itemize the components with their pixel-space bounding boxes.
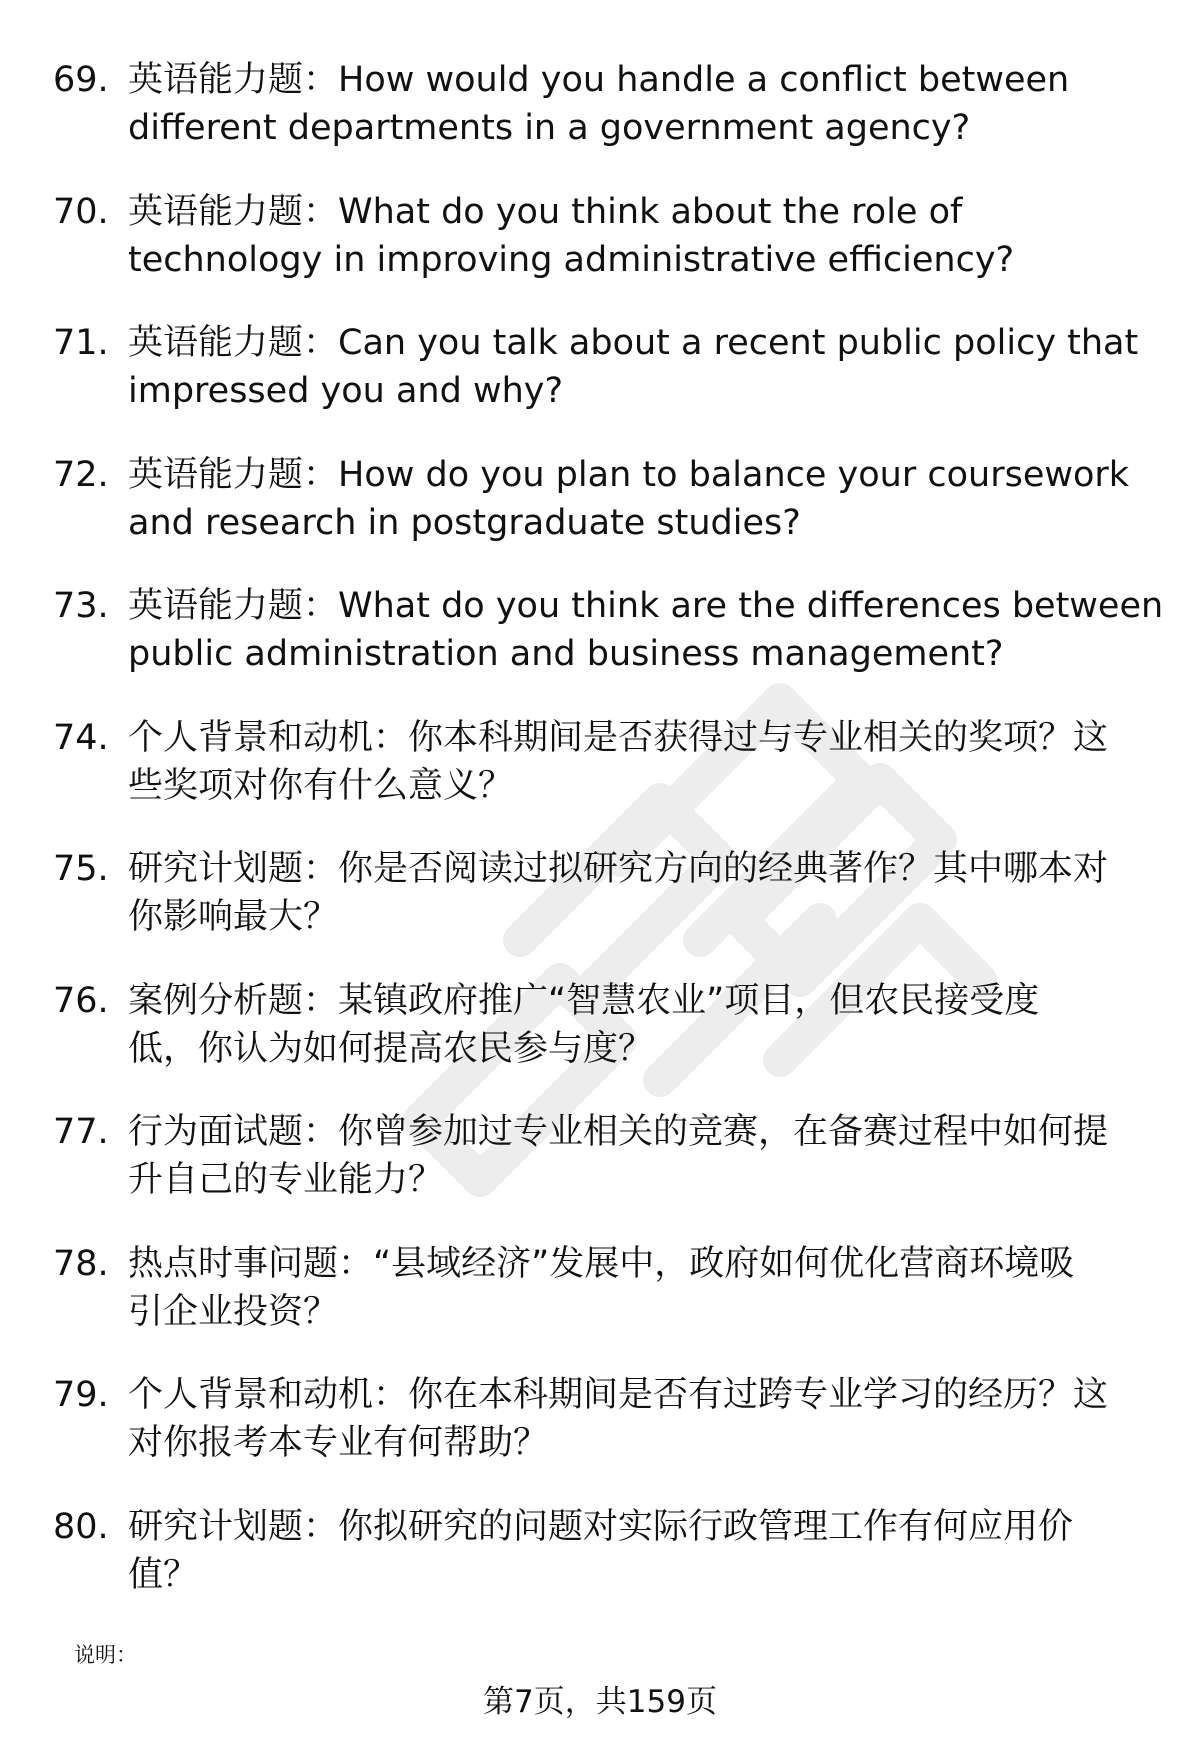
question-line: public administration and business management? — [128, 634, 1004, 674]
page-number-footer: 第7页，共159页 — [483, 1684, 717, 1720]
question-text — [128, 1371, 1158, 1467]
question-item-74 — [0, 714, 1200, 846]
question-line: 英语能力题：What do you think about the role of — [128, 191, 963, 232]
question-line: 个人背景和动机：你本科期间是否获得过与专业相关的奖项？这 — [128, 717, 1109, 758]
question-line: 行为面试题：你曾参加过专业相关的竞赛，在备赛过程中如何提 — [128, 1112, 1109, 1152]
question-item-77 — [0, 1108, 1200, 1240]
question-line: 英语能力题：Can you talk about a recent public policy that — [128, 323, 1139, 363]
question-text — [128, 582, 1164, 678]
question-number: 75. — [53, 849, 109, 889]
question-text — [128, 451, 1158, 547]
question-item-73 — [0, 582, 1200, 714]
question-line: 热点时事问题：“县域经济”发展中，政府如何优化营商环境吸 — [128, 1243, 1075, 1284]
question-number: 77. — [53, 1112, 109, 1152]
question-item-76 — [0, 977, 1200, 1109]
question-number: 79. — [53, 1375, 109, 1415]
question-number: 70. — [53, 191, 109, 232]
question-line: different departments in a government agency? — [128, 108, 971, 148]
question-line: 英语能力题：How do you plan to balance your coursework — [128, 454, 1130, 495]
question-item-80 — [0, 1503, 1200, 1635]
question-line: impressed you and why? — [128, 371, 564, 411]
question-line: technology in improving administrative efficiency? — [128, 239, 1015, 280]
question-text — [128, 1503, 1158, 1599]
question-number: 71. — [53, 323, 109, 363]
question-number: 73. — [53, 586, 109, 626]
question-text — [128, 977, 1158, 1073]
question-item-72 — [0, 451, 1200, 583]
question-number: 80. — [53, 1506, 109, 1547]
question-number: 72. — [53, 454, 109, 495]
question-text — [128, 1108, 1158, 1204]
question-text — [128, 188, 1158, 284]
question-line: 研究计划题：你是否阅读过拟研究方向的经典著作？其中哪本对 — [128, 849, 1109, 889]
question-line: 你影响最大？ — [128, 897, 339, 937]
question-item-71 — [0, 319, 1200, 451]
question-text — [128, 845, 1158, 941]
question-item-69 — [0, 56, 1200, 188]
question-text — [128, 319, 1158, 415]
question-list — [0, 56, 1200, 1634]
question-line: 值？ — [128, 1554, 199, 1595]
question-number: 74. — [53, 717, 109, 758]
question-line: 对你报考本专业有何帮助？ — [128, 1423, 549, 1463]
question-line: 升自己的专业能力？ — [128, 1160, 444, 1200]
question-line: 低，你认为如何提高农民参与度？ — [128, 1028, 654, 1069]
note-label: 说明： — [74, 1643, 137, 1667]
question-item-79 — [0, 1371, 1200, 1503]
question-line: 案例分析题：某镇政府推广“智慧农业”项目，但农民接受度 — [128, 980, 1040, 1021]
question-number: 78. — [53, 1243, 109, 1284]
question-item-75 — [0, 845, 1200, 977]
question-line: 个人背景和动机：你在本科期间是否有过跨专业学习的经历？这 — [128, 1375, 1109, 1415]
question-line: 英语能力题：What do you think are the differences between — [128, 586, 1164, 626]
question-line: 些奖项对你有什么意义？ — [128, 765, 514, 806]
question-line: 研究计划题：你拟研究的问题对实际行政管理工作有何应用价 — [128, 1506, 1074, 1547]
question-number: 69. — [53, 60, 109, 100]
question-line: and research in postgraduate studies? — [128, 502, 801, 543]
question-item-70 — [0, 188, 1200, 320]
question-line: 英语能力题：How would you handle a conflict between — [128, 60, 1070, 100]
question-text — [128, 56, 1158, 152]
question-text — [128, 714, 1158, 810]
question-text — [128, 1240, 1158, 1336]
question-line: 引企业投资？ — [128, 1291, 339, 1332]
question-item-78 — [0, 1240, 1200, 1372]
question-number: 76. — [53, 980, 109, 1021]
